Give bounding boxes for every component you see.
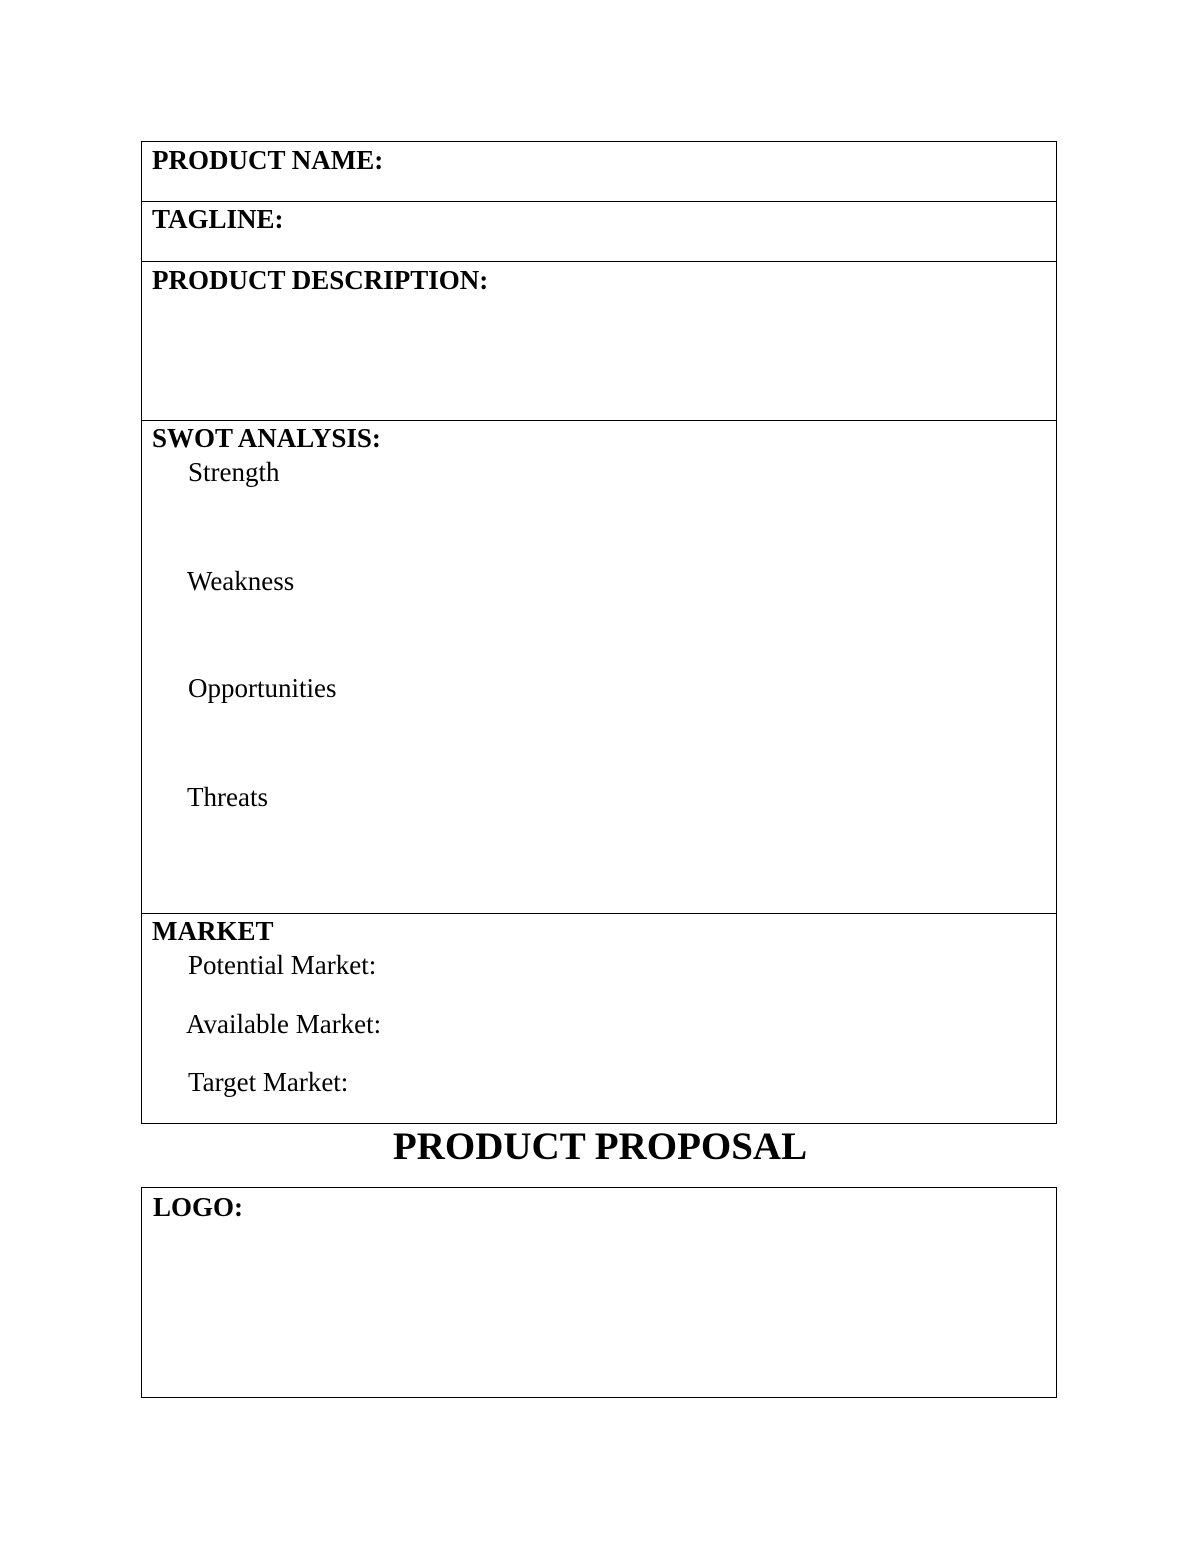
target-market-label: Target Market: [188,1067,349,1097]
logo-box[interactable] [141,1187,1057,1398]
page-title: PRODUCT PROPOSAL [392,1125,808,1168]
logo-label: LOGO: [153,1192,244,1222]
product-description-label: PRODUCT DESCRIPTION: [152,265,489,295]
swot-analysis-label: SWOT ANALYSIS: [152,423,381,453]
tagline-row[interactable] [142,202,1056,262]
proposal-form [141,141,1057,1124]
swot-weakness-label: Weakness [187,566,295,596]
available-market-label: Available Market: [186,1009,382,1039]
market-label: MARKET [152,916,274,946]
product-description-row[interactable] [142,262,1056,421]
swot-strength-label: Strength [188,457,280,487]
swot-analysis-row [142,421,1056,914]
product-name-label: PRODUCT NAME: [152,145,384,175]
swot-threats-label: Threats [187,782,268,812]
product-name-row[interactable] [142,142,1056,202]
tagline-label: TAGLINE: [152,204,284,234]
market-row [142,914,1056,1122]
swot-opportunities-label: Opportunities [188,673,337,703]
potential-market-label: Potential Market: [188,950,377,980]
